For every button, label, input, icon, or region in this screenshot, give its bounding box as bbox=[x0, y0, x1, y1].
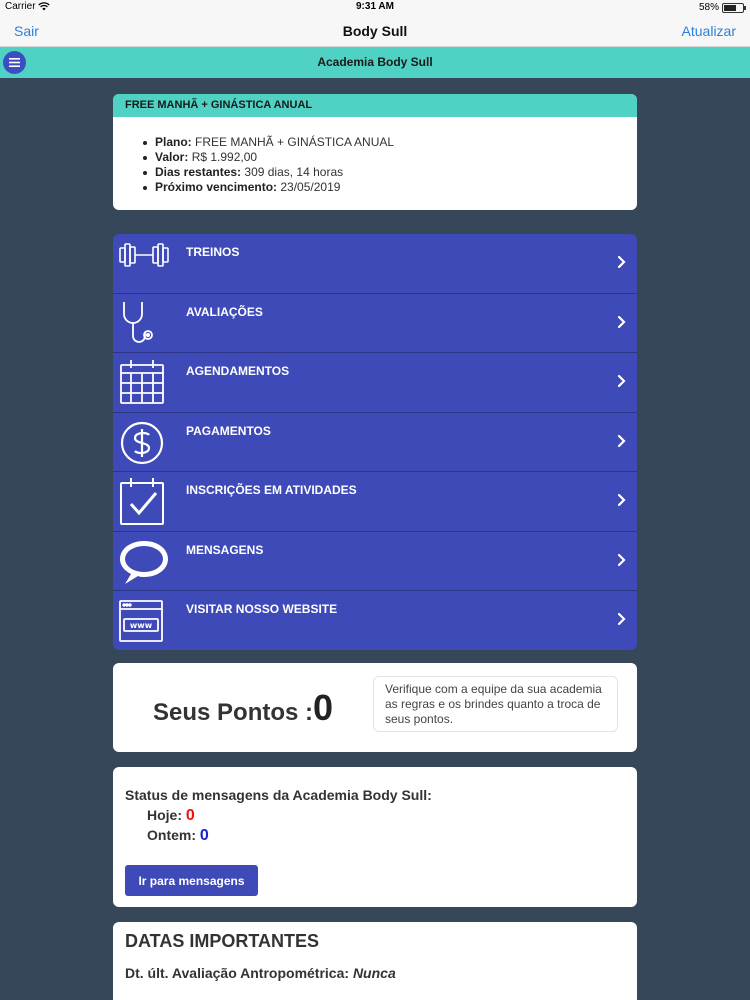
menu-item-label: TREINOS bbox=[186, 245, 240, 259]
dollar-icon bbox=[118, 417, 170, 469]
chevron-right-icon bbox=[613, 254, 629, 270]
status-bar bbox=[0, 0, 750, 14]
menu-item-label: INSCRIÇÕES EM ATIVIDADES bbox=[186, 483, 357, 497]
svg-text:www: www bbox=[129, 621, 153, 630]
plan-details-list bbox=[113, 117, 637, 195]
speech-bubble-icon bbox=[118, 536, 170, 588]
menu-item-inscricoes[interactable] bbox=[113, 472, 637, 532]
battery-icon bbox=[722, 3, 744, 13]
plan-card bbox=[113, 94, 637, 210]
messages-today-label: Hoje: bbox=[147, 807, 182, 823]
points-info-note: Verifique com a equipe da sua academia as regras e os brindes quanto a troca de seus pontos. bbox=[373, 676, 618, 732]
plan-detail-valor: Valor: R$ 1.992,00 bbox=[155, 150, 637, 165]
last-assessment-row bbox=[125, 965, 396, 981]
atualizar-button[interactable]: Atualizar bbox=[681, 23, 736, 39]
important-dates-title: DATAS IMPORTANTES bbox=[125, 931, 319, 951]
menu-item-label: AGENDAMENTOS bbox=[186, 364, 290, 378]
battery-percent: 58% bbox=[698, 2, 719, 13]
go-to-messages-button[interactable]: Ir para mensagens bbox=[125, 865, 258, 896]
chevron-right-icon bbox=[613, 433, 629, 449]
points-label: Seus Pontos : bbox=[153, 699, 314, 726]
messages-today-row bbox=[147, 807, 195, 825]
calendar-icon bbox=[118, 357, 170, 409]
chevron-right-icon bbox=[613, 552, 629, 568]
main-menu bbox=[113, 234, 637, 650]
app-bar-title: Academia Body Sull bbox=[317, 55, 433, 69]
messages-today-count: 0 bbox=[185, 807, 195, 824]
checklist-icon bbox=[118, 476, 170, 528]
chevron-right-icon bbox=[613, 611, 629, 627]
menu-item-label: AVALIAÇÕES bbox=[186, 304, 263, 319]
menu-item-agendamentos[interactable] bbox=[113, 353, 637, 413]
messages-yesterday-count: 0 bbox=[199, 827, 209, 844]
messages-status-card bbox=[113, 767, 637, 907]
sair-button[interactable]: Sair bbox=[14, 23, 39, 39]
menu-item-avaliacoes[interactable] bbox=[113, 294, 637, 354]
www-icon bbox=[118, 595, 170, 647]
last-assessment-label: Dt. últ. Avaliação Antropométrica: bbox=[125, 965, 350, 981]
menu-item-label: PAGAMENTOS bbox=[186, 423, 271, 438]
chevron-right-icon bbox=[613, 373, 629, 389]
points-card bbox=[113, 663, 637, 752]
navigation-bar bbox=[0, 14, 750, 47]
messages-status-title: Status de mensagens da Academia Body Sull: bbox=[125, 787, 432, 803]
app-bar bbox=[0, 47, 750, 78]
carrier-label: Carrier bbox=[5, 1, 36, 12]
stethoscope-icon bbox=[118, 298, 170, 350]
messages-yesterday-label: Ontem: bbox=[147, 827, 196, 843]
plan-detail-dias-restantes: Dias restantes: 309 dias, 14 horas bbox=[155, 165, 637, 180]
points-value: 0 bbox=[313, 687, 334, 728]
menu-item-label: MENSAGENS bbox=[186, 542, 264, 557]
plan-card-header: FREE MANHÃ + GINÁSTICA ANUAL bbox=[113, 94, 637, 117]
battery-indicator bbox=[699, 2, 744, 13]
menu-item-label: VISITAR NOSSO WEBSITE bbox=[186, 602, 338, 616]
important-dates-card bbox=[113, 922, 637, 1000]
menu-item-website[interactable] bbox=[113, 591, 637, 650]
nav-title: Body Sull bbox=[342, 23, 408, 39]
plan-detail-plano: Plano: FREE MANHÃ + GINÁSTICA ANUAL bbox=[155, 135, 637, 150]
plan-detail-proximo-vencimento: Próximo vencimento: 23/05/2019 bbox=[155, 180, 637, 195]
menu-item-mensagens[interactable] bbox=[113, 532, 637, 592]
messages-yesterday-row bbox=[147, 827, 209, 845]
chevron-right-icon bbox=[613, 314, 629, 330]
clock: 9:31 AM bbox=[356, 1, 394, 12]
menu-item-pagamentos[interactable] bbox=[113, 413, 637, 473]
last-assessment-value: Nunca bbox=[352, 965, 396, 981]
dumbbell-icon bbox=[118, 238, 170, 290]
menu-item-treinos[interactable] bbox=[113, 234, 637, 294]
chevron-right-icon bbox=[613, 492, 629, 508]
